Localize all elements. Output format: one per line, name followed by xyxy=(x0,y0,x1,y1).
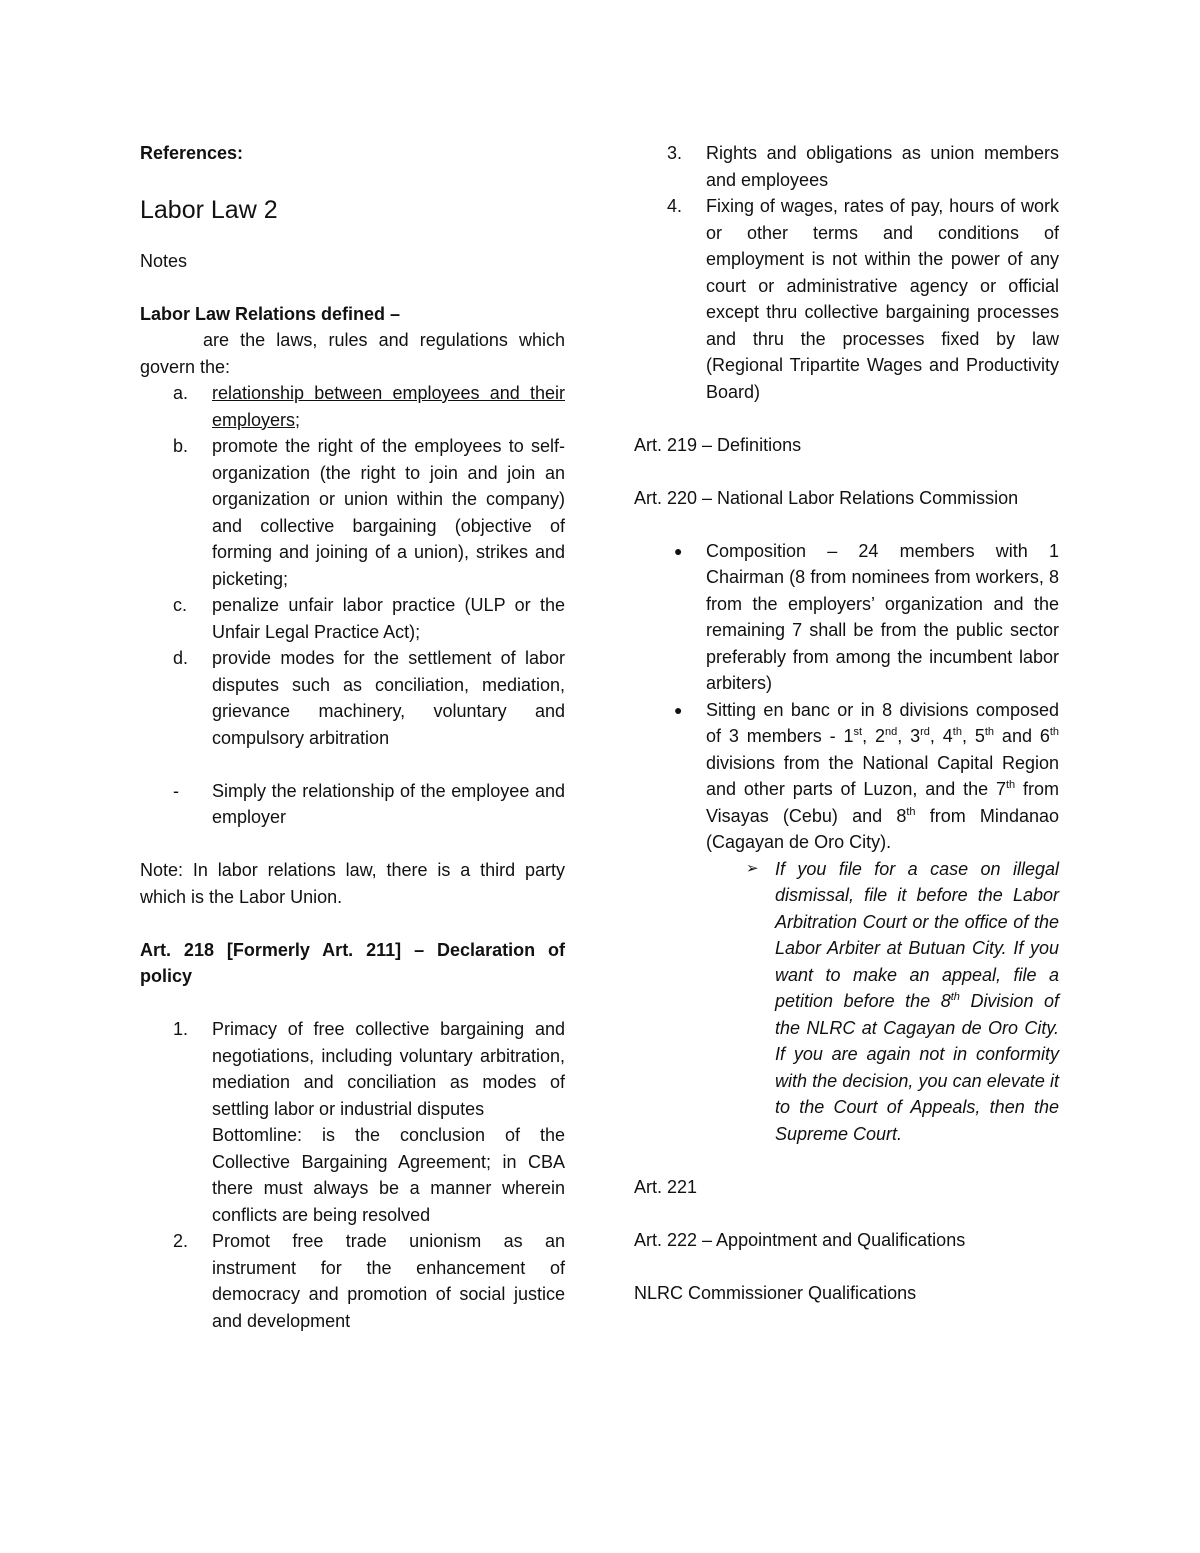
references-heading: References: xyxy=(140,143,244,163)
list-marker: c. xyxy=(173,595,188,615)
definition-intro: are the laws, rules and regulations which govern the: xyxy=(140,330,565,377)
right-column xyxy=(634,140,1059,1306)
art220-heading: Art. 220 – National Labor Relations Commission xyxy=(634,487,1019,508)
list-marker: d. xyxy=(173,648,189,668)
art222-heading: Art. 222 – Appointment and Qualifications xyxy=(634,1229,966,1250)
nlrc-qualifications-heading: NLRC Commissioner Qualifications xyxy=(634,1282,917,1303)
bullet-item xyxy=(634,697,1059,856)
list-text: Rights and obligations as union members and employees xyxy=(706,143,1059,190)
list-item xyxy=(140,433,565,592)
list-text: Fixing of wages, rates of pay, hours of work or other terms and conditions of employment is not within the power of any court or administrative agency or official except thru collective bargaining processes and thru the processes fixed by law (Regional Tripartite Wages and Productivity Board) xyxy=(706,196,1059,402)
list-marker: a. xyxy=(173,383,189,403)
advice-text: If you file for a case on illegal dismissal, file it before the Labor Arbitration Court or the office of the Labor Arbiter at Butuan City. If you want to make an appeal, file a petition before the 8th Division of the NLRC at Cagayan de Oro City. If you are again not in conformity with the decision, you can elevate it to the Court of Appeals, then the Supreme Court. xyxy=(775,858,1059,1144)
arrow-item xyxy=(634,856,1059,1148)
bullet-item xyxy=(634,538,1059,697)
list-text: relationship between employees and their employers; xyxy=(212,383,565,430)
notes-label: Notes xyxy=(140,250,188,271)
list-text: Promot free trade unionism as an instrument for the enhancement of democracy and promotion of social justice and development xyxy=(212,1231,565,1331)
left-column xyxy=(140,140,565,1334)
bullet-icon: ● xyxy=(674,542,683,559)
list-item xyxy=(140,592,565,645)
list-marker: 4. xyxy=(667,196,683,216)
note-paragraph: Note: In labor relations law, there is a third party which is the Labor Union. xyxy=(140,860,565,907)
dash-text: Simply the relationship of the employee and employer xyxy=(212,780,565,827)
definition-heading: Labor Law Relations defined – xyxy=(140,303,401,324)
list-marker: 3. xyxy=(667,143,683,163)
art221-heading: Art. 221 xyxy=(634,1176,698,1197)
sitting-text: Sitting en banc or in 8 divisions composed of 3 members - 1st, 2nd, 3rd, 4th, 5th and 6th divisions from the National Capital Region and other parts of Luzon, and the 7th from Visayas (Cebu) and 8th from Mindanao (Cagayan de Oro City). xyxy=(706,699,1060,852)
policy-item xyxy=(634,193,1059,405)
arrow-icon: ➢ xyxy=(746,859,759,877)
list-marker: b. xyxy=(173,436,189,456)
bottomline-text: Bottomline: is the conclusion of the Collective Bargaining Agreement; in CBA there must always be a manner wherein conflicts are being resolved xyxy=(212,1125,565,1225)
list-marker: 1. xyxy=(173,1019,189,1039)
art218-heading: Art. 218 [Formerly Art. 211] – Declaration of policy xyxy=(140,939,565,986)
list-text: promote the right of the employees to self-organization (the right to join and join an organization or union within the company) and collective bargaining (objective of forming and joining of a union), strikes and picketing; xyxy=(212,436,565,589)
list-item xyxy=(140,645,565,751)
policy-item xyxy=(140,1016,565,1228)
list-text: Primacy of free collective bargaining and negotiations, including voluntary arbitration, mediation and conciliation as modes of settling labor or industrial disputes xyxy=(212,1019,565,1119)
art219-heading: Art. 219 – Definitions xyxy=(634,434,802,455)
list-item xyxy=(140,380,565,433)
dash-marker: - xyxy=(173,780,179,801)
policy-item xyxy=(634,140,1059,193)
list-text: penalize unfair labor practice (ULP or the Unfair Legal Practice Act); xyxy=(212,595,565,642)
bullet-icon: ● xyxy=(674,701,683,718)
document-title: Labor Law 2 xyxy=(140,195,278,224)
dash-item xyxy=(140,778,565,831)
policy-item xyxy=(140,1228,565,1334)
list-marker: 2. xyxy=(173,1231,189,1251)
list-text: provide modes for the settlement of labor disputes such as conciliation, mediation, grievance machinery, voluntary and compulsory arbitration xyxy=(212,648,565,748)
composition-text: Composition – 24 members with 1 Chairman (8 from nominees from workers, 8 from the employers’ organization and the remaining 7 shall be from the public sector preferably from among the incumbent labor arbiters) xyxy=(706,540,1059,693)
